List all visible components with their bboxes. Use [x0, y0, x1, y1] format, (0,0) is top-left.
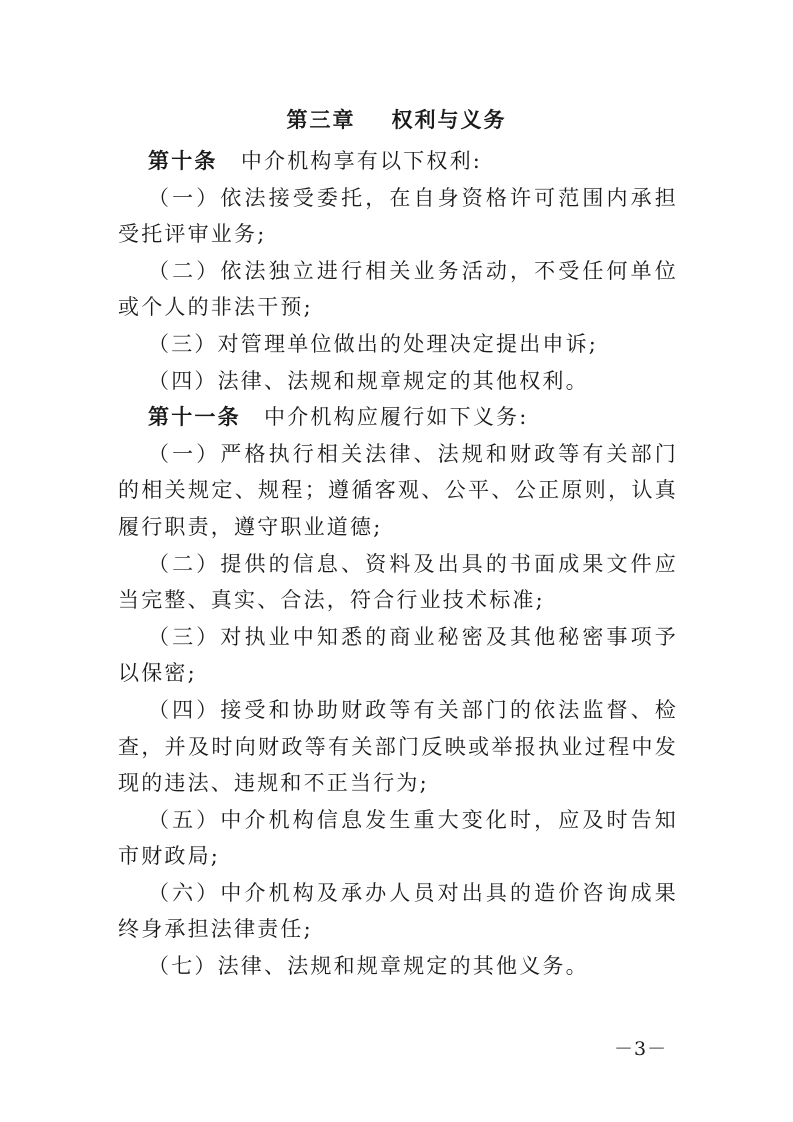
article-10-item: （四）法律、法规和规章规定的其他权利。 — [148, 368, 589, 393]
article-11-heading — [118, 399, 678, 436]
chapter-title: 权利与义务 — [391, 107, 507, 132]
article-10-text: 中介机构享有以下权利: — [240, 149, 483, 173]
article-11-label: 第十一条 — [148, 404, 241, 430]
article-11-item: （四）接受和协助财政等有关部门的依法监督、检查，并及时向财政等有关部门反映或举报执业过程中发现的违法、违规和不正当行为; — [118, 697, 678, 796]
article-11-text: 中介机构应履行如下义务: — [264, 405, 529, 430]
document-body — [118, 143, 678, 985]
chapter-heading — [0, 104, 793, 134]
article-11-item: （六）中介机构及承办人员对出具的造价咨询成果终身承担法律责任; — [118, 880, 678, 942]
article-10-item: （三）对管理单位做出的处理决定提出申诉; — [148, 331, 599, 356]
page-number: －3－ — [614, 1038, 668, 1060]
chapter-number: 第三章 — [286, 107, 356, 132]
article-11-item: （七）法律、法规和规章规定的其他义务。 — [148, 954, 589, 979]
article-10-label: 第十条 — [148, 148, 218, 173]
article-10-item: （二）依法独立进行相关业务活动，不受任何单位或个人的非法干预; — [118, 258, 678, 320]
article-11-item: （五）中介机构信息发生重大变化时，应及时告知市财政局; — [118, 807, 678, 869]
article-11-item: （一）严格执行相关法律、法规和财政等有关部门的相关规定、规程；遵循客观、公平、公正原则，认真履行职责，遵守职业道德; — [118, 441, 678, 539]
article-10-item: （一）依法接受委托，在自身资格许可范围内承担受托评审业务; — [118, 185, 678, 247]
article-11-item: （三）对执业中知悉的商业秘密及其他秘密事项予以保密; — [118, 624, 678, 686]
article-11-item: （二）提供的信息、资料及出具的书面成果文件应当完整、真实、合法，符合行业技术标准; — [118, 551, 678, 613]
article-10-heading — [118, 143, 678, 180]
